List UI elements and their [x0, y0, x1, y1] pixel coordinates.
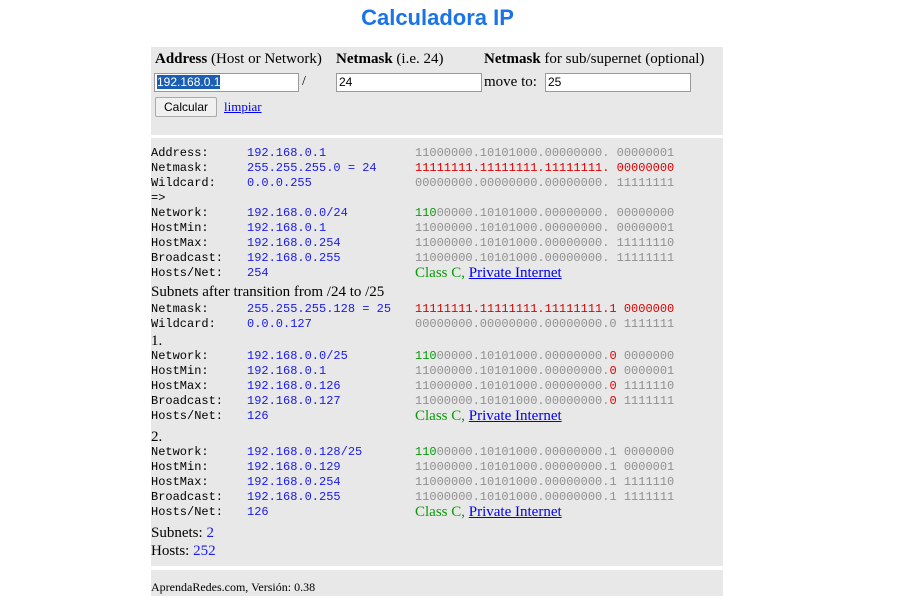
row-value: 192.168.0.254: [247, 236, 341, 250]
netmask-label: Netmask (i.e. 24): [336, 51, 444, 67]
class-info: Class C, Private Internet: [415, 504, 562, 520]
row-value: 192.168.0.1: [247, 146, 327, 160]
subnet-index: 1.: [151, 333, 163, 349]
row-binary: 11000000.10101000.00000000. 11111111: [415, 251, 675, 265]
row-value: 192.168.0.1: [247, 364, 327, 378]
calculate-button[interactable]: Calcular: [155, 97, 217, 117]
row-label: HostMax:: [151, 236, 209, 250]
row-binary: 11111111.11111111.11111111.1 0000000: [415, 302, 675, 316]
row-binary: 11000000.10101000.00000000. 11111110: [415, 236, 675, 250]
row-value: 192.168.0.254: [247, 475, 341, 489]
row-label: Network:: [151, 445, 209, 459]
row-value: 192.168.0.255: [247, 251, 341, 265]
class-info: Class C, Private Internet: [415, 408, 562, 424]
row-value: 254: [247, 266, 269, 280]
address-label: Address (Host or Network): [155, 51, 322, 67]
arrow-text: =>: [151, 191, 166, 205]
moveto-input[interactable]: 25: [545, 73, 691, 92]
row-label: Netmask:: [151, 302, 209, 316]
row-value: 255.255.255.128 = 25: [247, 302, 392, 316]
row-value: 192.168.0.255: [247, 490, 341, 504]
results-panel: [151, 138, 723, 566]
footer: [151, 570, 723, 596]
row-binary: 11000000.10101000.00000000.0 1111111: [415, 394, 675, 408]
row-label: Wildcard:: [151, 317, 216, 331]
row-label: Hosts/Net:: [151, 409, 224, 423]
subnet-index: 2.: [151, 429, 163, 445]
row-label: Wildcard:: [151, 176, 216, 190]
row-label: Address:: [151, 146, 209, 160]
row-label: Broadcast:: [151, 394, 224, 408]
row-binary: 11000000.10101000.00000000.1 0000000: [415, 445, 675, 459]
slash-separator: /: [302, 74, 306, 89]
row-binary: 11000000.10101000.00000000. 00000001: [415, 221, 675, 235]
row-label: Netmask:: [151, 161, 209, 175]
row-value: 192.168.0.0/24: [247, 206, 348, 220]
row-label: HostMin:: [151, 364, 209, 378]
row-label: HostMin:: [151, 221, 209, 235]
class-info: Class C, Private Internet: [415, 265, 562, 281]
row-binary: 00000000.00000000.00000000. 11111111: [415, 176, 675, 190]
row-label: Hosts/Net:: [151, 505, 224, 519]
row-label: Network:: [151, 206, 209, 220]
row-value: 192.168.0.128/25: [247, 445, 363, 459]
row-binary: 11000000.10101000.00000000.1 1111110: [415, 475, 675, 489]
row-value: 126: [247, 409, 269, 423]
private-internet-link[interactable]: Private Internet: [468, 408, 562, 424]
row-value: 192.168.0.1: [247, 221, 327, 235]
row-binary: 11000000.10101000.00000000.0 1111110: [415, 379, 675, 393]
row-value: 0.0.0.127: [247, 317, 312, 331]
row-binary: 11000000.10101000.00000000.0 0000000: [415, 349, 675, 363]
subnets-header: Subnets after transition from /24 to /25: [151, 284, 385, 300]
version-text: AprendaRedes.com, Versión: 0.38: [151, 580, 316, 594]
row-value: 126: [247, 505, 269, 519]
row-binary: 11000000.10101000.00000000.0 0000001: [415, 364, 675, 378]
row-binary: 11000000.10101000.00000000.1 0000001: [415, 460, 675, 474]
row-binary: 00000000.00000000.00000000.0 1111111: [415, 317, 675, 331]
row-binary: 11000000.10101000.00000000. 00000001: [415, 146, 675, 160]
row-binary: 11000000.10101000.00000000. 00000000: [415, 206, 675, 220]
netmask-input[interactable]: 24: [336, 73, 482, 92]
row-label: Network:: [151, 349, 209, 363]
private-internet-link[interactable]: Private Internet: [468, 504, 562, 520]
row-label: Hosts/Net:: [151, 266, 224, 280]
private-internet-link[interactable]: Private Internet: [468, 265, 562, 281]
subnets-count: Subnets: 2: [151, 525, 214, 541]
row-label: Broadcast:: [151, 490, 224, 504]
hosts-count: Hosts: 252: [151, 543, 216, 559]
netmask2-label: Netmask for sub/supernet (optional): [484, 51, 705, 67]
row-value: 192.168.0.0/25: [247, 349, 348, 363]
row-value: 0.0.0.255: [247, 176, 312, 190]
clear-link[interactable]: limpiar: [224, 99, 262, 114]
moveto-label: move to:: [484, 74, 537, 90]
row-value: 192.168.0.126: [247, 379, 341, 393]
row-value: 255.255.255.0 = 24: [247, 161, 377, 175]
row-label: HostMin:: [151, 460, 209, 474]
row-value: 192.168.0.129: [247, 460, 341, 474]
row-label: HostMax:: [151, 379, 209, 393]
address-input[interactable]: 192.168.0.1: [154, 73, 299, 92]
row-binary: 11111111.11111111.11111111. 00000000: [415, 161, 675, 175]
row-label: HostMax:: [151, 475, 209, 489]
row-value: 192.168.0.127: [247, 394, 341, 408]
row-label: Broadcast:: [151, 251, 224, 265]
row-binary: 11000000.10101000.00000000.1 1111111: [415, 490, 675, 504]
page-title: Calculadora IP: [361, 5, 514, 30]
calculator-form: [151, 47, 723, 135]
